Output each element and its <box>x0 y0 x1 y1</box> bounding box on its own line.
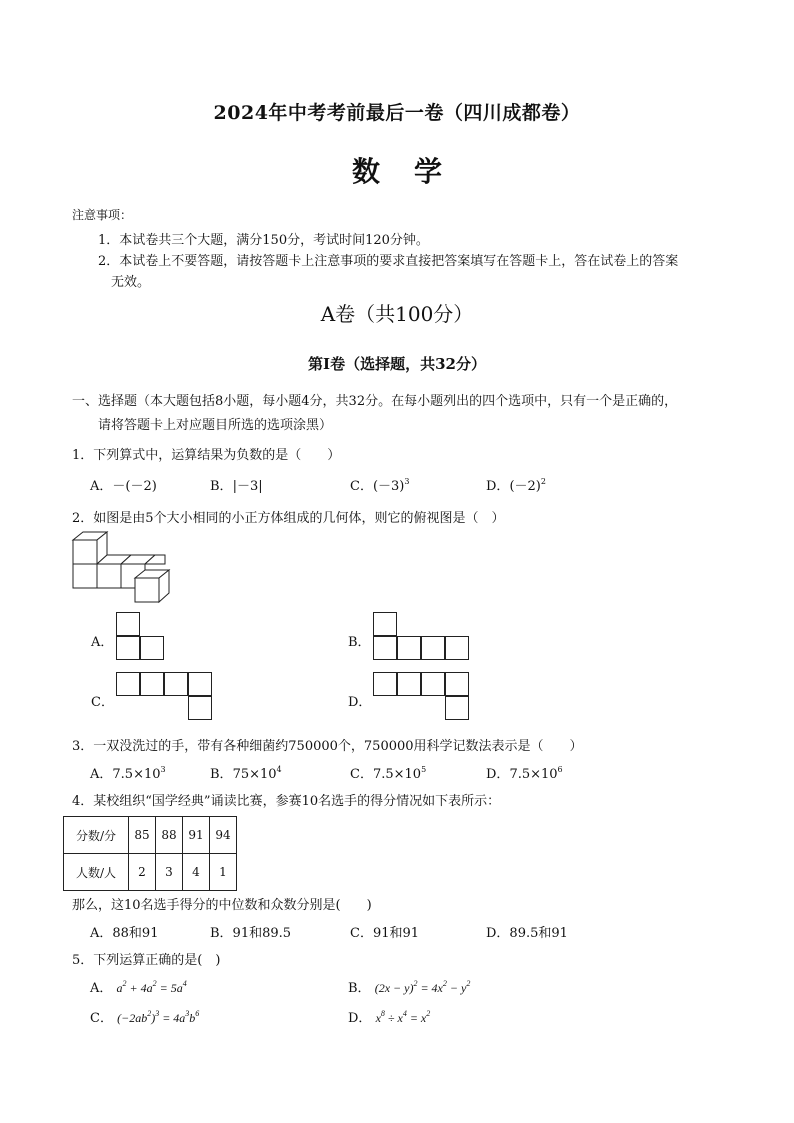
q4-option-c: C．91和91 <box>350 926 420 941</box>
q2-option-b-label: B． <box>348 635 371 650</box>
q2-option-a-label: A． <box>91 635 114 650</box>
table-row <box>64 854 237 891</box>
q2-option-d-figure <box>373 672 473 724</box>
paper-a-title: A卷（共100分） <box>320 302 474 326</box>
q4-stem: 4．某校组织“国学经典”诵读比赛，参赛10名选手的得分情况如下表所示： <box>72 794 501 809</box>
q5-option-c: C． $(-2ab^2)^3 = 4a^3b^6$ <box>90 1009 200 1026</box>
table-cell: 3 <box>156 854 183 891</box>
section-1-instructions-cont: 请将答题卡上对应题目所选的选项涂黑） <box>98 418 333 433</box>
q2-option-d-label: D． <box>348 695 372 710</box>
q4-option-d: D．89.5和91 <box>486 926 568 941</box>
notice-label: 注意事项： <box>72 208 133 222</box>
q4-option-a: A．88和91 <box>90 926 159 941</box>
q1-stem: 1．下列算式中，运算结果为负数的是（ ） <box>72 448 341 463</box>
table-cell: 91 <box>183 817 210 854</box>
q5-option-a: A． $a^2 + 4a^2 = 5a^4$ <box>90 979 187 996</box>
q3-option-c: C．$7.5\times 10^5$ <box>350 765 427 782</box>
notice-item-1: 1．本试卷共三个大题，满分150分，考试时间120分钟。 <box>98 233 429 248</box>
exam-title: 2024年中考考前最后一卷（四川成都卷） <box>213 102 581 124</box>
q2-stem: 2．如图是由5个大小相同的小正方体组成的几何体，则它的俯视图是（ ） <box>72 511 505 526</box>
table-cell: 4 <box>183 854 210 891</box>
q3-option-d: D．$7.5\times 10^6$ <box>486 765 563 782</box>
q2-option-c-figure <box>116 672 216 724</box>
q2-option-b-figure <box>373 612 473 664</box>
table-cell: 2 <box>129 854 156 891</box>
subject-title: 数学 <box>351 155 476 188</box>
table-cell: 88 <box>156 817 183 854</box>
q4-option-b: B．91和89.5 <box>210 926 292 941</box>
q5-b-expr: $(2x - y)^2 = 4x^2 - y^2$ <box>374 979 471 995</box>
q1-option-a: A．－(－2) <box>90 479 157 494</box>
q5-option-d: D． $x^8 \div x^4 = x^2$ <box>348 1009 431 1026</box>
q5-c-expr: $(-2ab^2)^3 = 4a^3b^6$ <box>117 1009 200 1025</box>
q1-option-b: B．|－3| <box>210 479 263 494</box>
notice-item-2-cont: 无效。 <box>111 275 151 290</box>
q5-a-expr: $a^2 + 4a^2 = 5a^4$ <box>116 979 187 995</box>
q5-option-b: B． $(2x - y)^2 = 4x^2 - y^2$ <box>348 979 471 996</box>
q3-option-a: A．$7.5\times 10^3$ <box>90 765 166 782</box>
q2-option-a-figure <box>116 612 168 664</box>
solid-figure <box>70 530 180 605</box>
q1-b-expr: |－3| <box>232 479 263 494</box>
table-cell: 分数/分 <box>64 817 129 854</box>
notice-item-2: 2．本试卷上不要答题，请按答题卡上注意事项的要求直接把答案填写在答题卡上，答在试卷上的答案 <box>98 254 679 269</box>
q5-stem: 5．下列运算正确的是( ) <box>72 953 221 968</box>
q1-option-c: C．$(-3)^3$ <box>350 477 410 494</box>
score-table <box>63 816 237 891</box>
table-cell: 人数/人 <box>64 854 129 891</box>
q1-a-expr: －(－2) <box>112 479 157 494</box>
q2-option-c-label: C． <box>91 695 114 710</box>
q5-d-expr: $x^8 \div x^4 = x^2$ <box>375 1009 431 1025</box>
table-cell: 85 <box>129 817 156 854</box>
section-1-instructions: 一、选择题（本大题包括8小题，每小题4分，共32分。在每小题列出的四个选项中，只有一个是正确的， <box>72 394 678 409</box>
table-row <box>64 817 237 854</box>
q3-stem: 3．一双没洗过的手，带有各种细菌约750000个，750000用科学记数法表示是（ ） <box>72 739 583 754</box>
table-cell: 1 <box>210 854 237 891</box>
q4-follow: 那么，这10名选手得分的中位数和众数分别是( ) <box>72 898 372 913</box>
q1-option-d: D．$(-2)^2$ <box>486 477 546 494</box>
table-cell: 94 <box>210 817 237 854</box>
q3-option-b: B．$75\times 10^4$ <box>210 765 282 782</box>
part-1-title: 第Ⅰ卷（选择题，共32分） <box>308 355 486 373</box>
